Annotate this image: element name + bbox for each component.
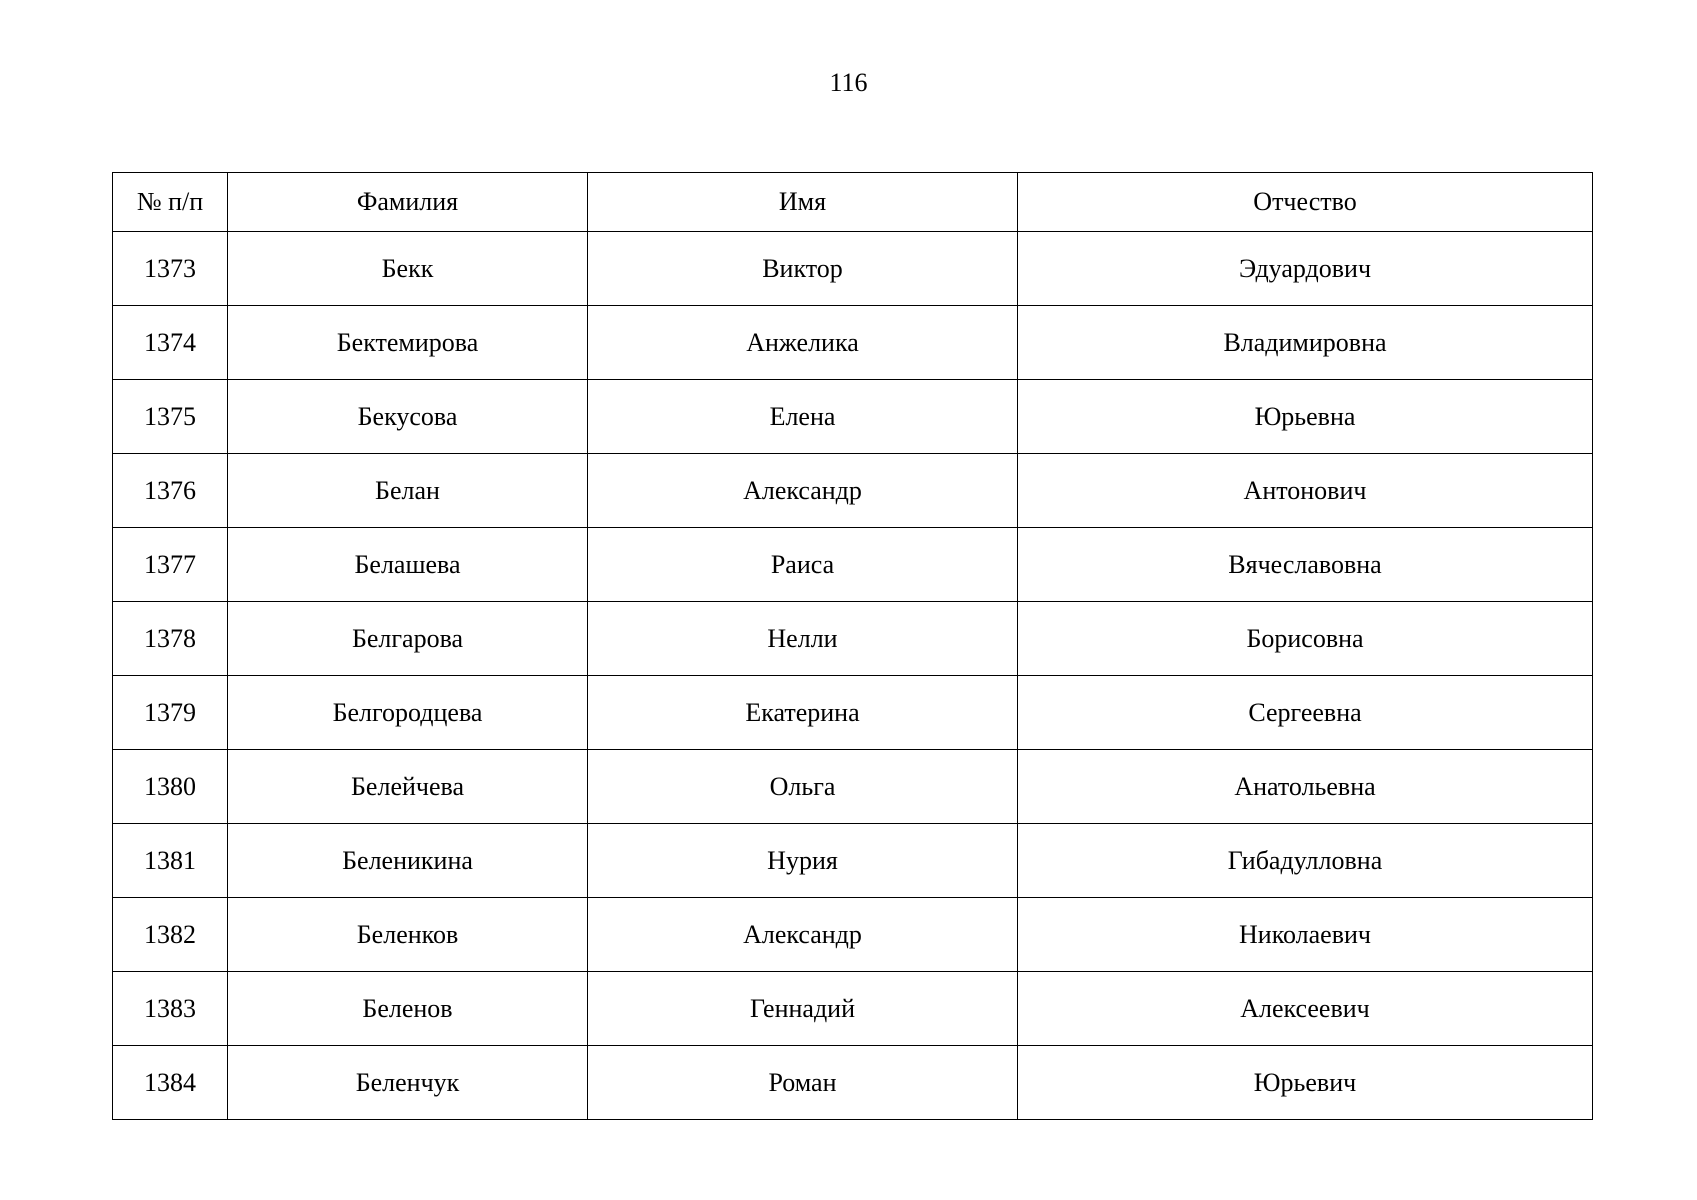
cell-first-name: Роман <box>588 1046 1018 1120</box>
cell-first-name: Геннадий <box>588 972 1018 1046</box>
cell-last-name: Бектемирова <box>228 306 588 380</box>
cell-patronymic: Антонович <box>1018 454 1593 528</box>
cell-last-name: Белгородцева <box>228 676 588 750</box>
table-row <box>113 528 1593 602</box>
cell-last-name: Бекк <box>228 232 588 306</box>
cell-first-name: Александр <box>588 454 1018 528</box>
cell-patronymic: Юрьевич <box>1018 1046 1593 1120</box>
cell-last-name: Бекусова <box>228 380 588 454</box>
cell-number: 1374 <box>113 306 228 380</box>
cell-number: 1376 <box>113 454 228 528</box>
cell-last-name: Белгарова <box>228 602 588 676</box>
header-last-name: Фамилия <box>228 173 588 232</box>
cell-patronymic: Сергеевна <box>1018 676 1593 750</box>
cell-patronymic: Николаевич <box>1018 898 1593 972</box>
names-table <box>112 172 1593 1120</box>
cell-first-name: Ольга <box>588 750 1018 824</box>
header-number: № п/п <box>113 173 228 232</box>
cell-last-name: Беленикина <box>228 824 588 898</box>
cell-first-name: Елена <box>588 380 1018 454</box>
header-patronymic: Отчество <box>1018 173 1593 232</box>
cell-first-name: Раиса <box>588 528 1018 602</box>
cell-last-name: Белейчева <box>228 750 588 824</box>
page-number: 116 <box>829 68 868 97</box>
table-row <box>113 454 1593 528</box>
cell-first-name: Екатерина <box>588 676 1018 750</box>
cell-number: 1382 <box>113 898 228 972</box>
cell-number: 1379 <box>113 676 228 750</box>
table-row <box>113 676 1593 750</box>
table-row <box>113 824 1593 898</box>
table-row <box>113 750 1593 824</box>
table-row <box>113 898 1593 972</box>
cell-number: 1378 <box>113 602 228 676</box>
table-row <box>113 232 1593 306</box>
cell-patronymic: Анатольевна <box>1018 750 1593 824</box>
table-row <box>113 306 1593 380</box>
cell-patronymic: Эдуардович <box>1018 232 1593 306</box>
cell-last-name: Беленчук <box>228 1046 588 1120</box>
cell-last-name: Белан <box>228 454 588 528</box>
cell-last-name: Белашева <box>228 528 588 602</box>
cell-first-name: Анжелика <box>588 306 1018 380</box>
cell-number: 1377 <box>113 528 228 602</box>
table-row <box>113 1046 1593 1120</box>
cell-number: 1375 <box>113 380 228 454</box>
cell-last-name: Беленов <box>228 972 588 1046</box>
cell-number: 1384 <box>113 1046 228 1120</box>
cell-patronymic: Юрьевна <box>1018 380 1593 454</box>
cell-patronymic: Гибадулловна <box>1018 824 1593 898</box>
cell-number: 1383 <box>113 972 228 1046</box>
cell-last-name: Беленков <box>228 898 588 972</box>
cell-number: 1381 <box>113 824 228 898</box>
cell-patronymic: Борисовна <box>1018 602 1593 676</box>
cell-number: 1380 <box>113 750 228 824</box>
cell-first-name: Нурия <box>588 824 1018 898</box>
cell-first-name: Александр <box>588 898 1018 972</box>
cell-first-name: Нелли <box>588 602 1018 676</box>
table-row <box>113 602 1593 676</box>
cell-first-name: Виктор <box>588 232 1018 306</box>
header-first-name: Имя <box>588 173 1018 232</box>
cell-patronymic: Вячеславовна <box>1018 528 1593 602</box>
table-row <box>113 972 1593 1046</box>
table-header-row <box>113 173 1593 232</box>
cell-patronymic: Алексеевич <box>1018 972 1593 1046</box>
table-row <box>113 380 1593 454</box>
cell-patronymic: Владимировна <box>1018 306 1593 380</box>
cell-number: 1373 <box>113 232 228 306</box>
